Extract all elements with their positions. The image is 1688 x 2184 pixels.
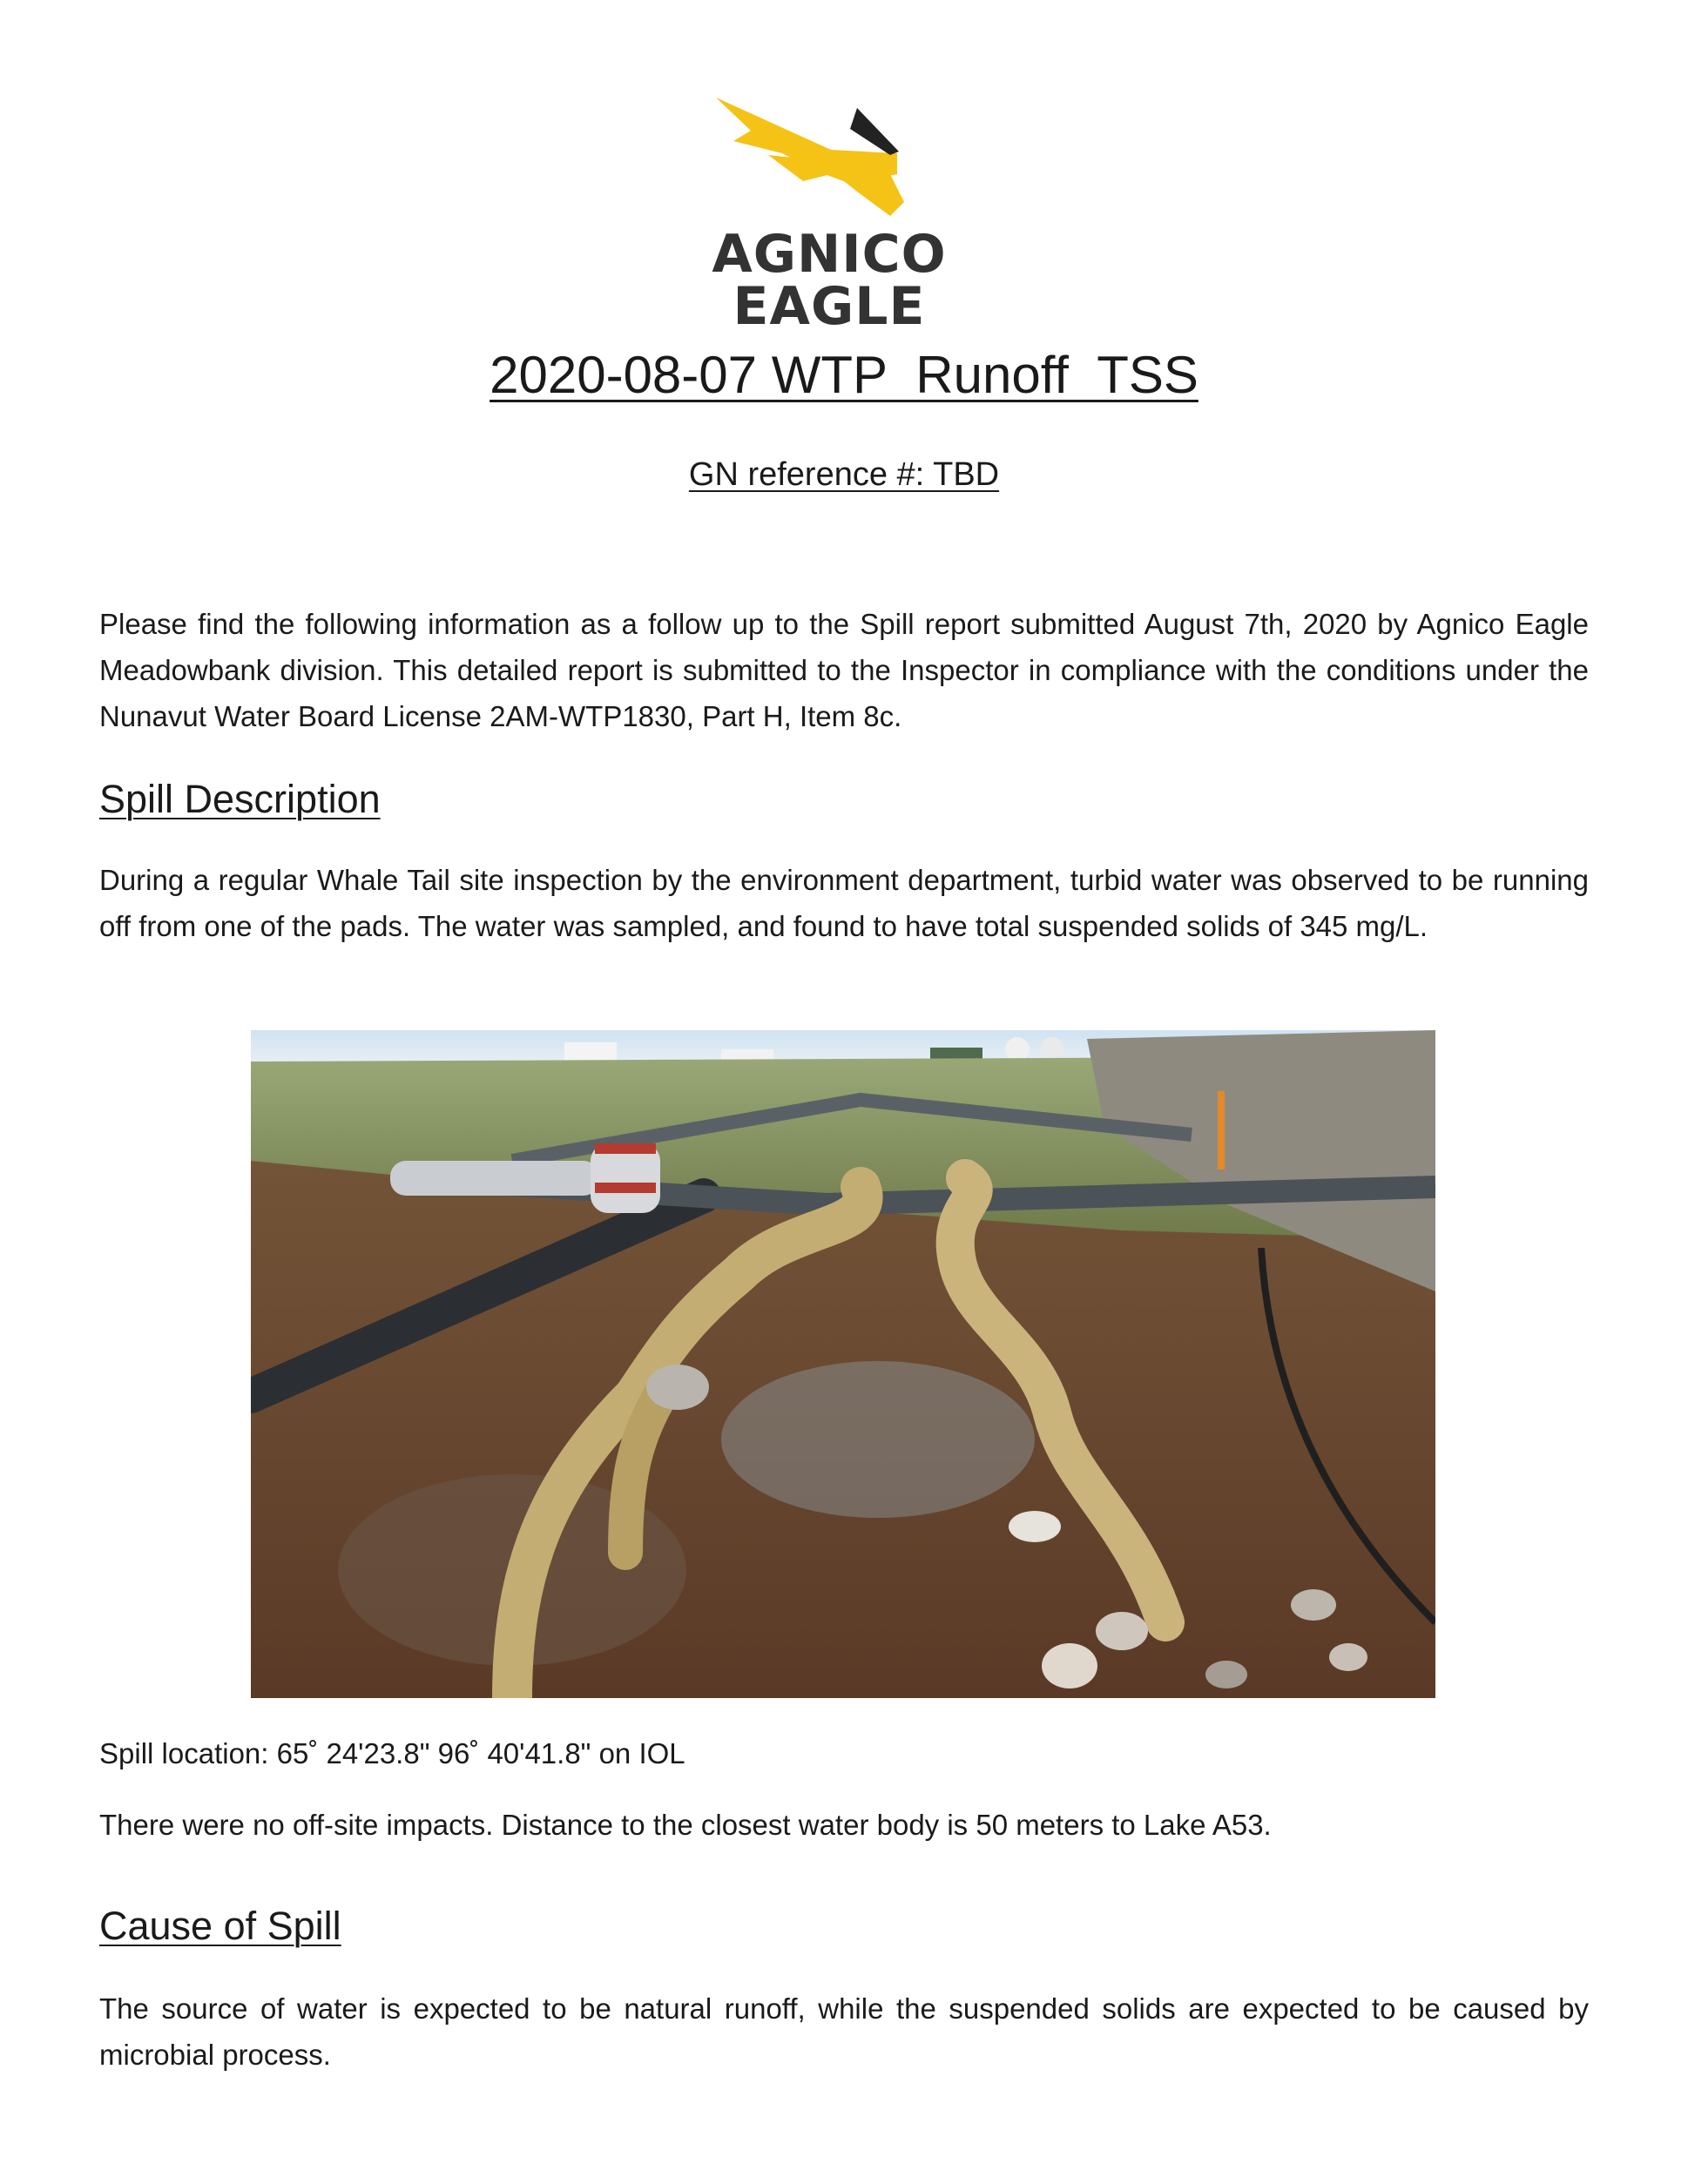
site-photo-icon: [251, 1030, 1435, 1698]
company-logo: [629, 91, 1030, 337]
eagle-icon: [629, 91, 1030, 221]
cause-of-spill-heading: Cause of Spill: [99, 1904, 341, 1948]
spill-location: Spill location: 65˚ 24'23.8" 96˚ 40'41.8" on IOL: [99, 1737, 685, 1769]
site-photo: [251, 1030, 1435, 1698]
spill-description-text: During a regular Whale Tail site inspection by the environment department, turbid water was observed to be running off from one of the pads. The water was sampled, and found to have total suspended solids of 345 mg/L.: [99, 864, 1589, 942]
gn-reference: GN reference #: TBD: [688, 456, 1000, 493]
document-title: 2020-08-07 WTP Runoff TSS: [490, 346, 1198, 404]
intro-paragraph: Please find the following information as a follow up to the Spill report submitted August 7th, 2020 by Agnico Eagle Meadowbank division. This detailed report is submitted to the Inspector in compliance with the conditions under the Nunavut Water Board License 2AM-WTP1830, Part H, Item 8c.: [99, 608, 1589, 732]
cause-of-spill-text: The source of water is expected to be natural runoff, while the suspended solids are expected to be caused by microbial process.: [99, 1992, 1589, 2071]
spill-description-heading: Spill Description: [99, 777, 381, 821]
logo-text: AGNICO EAGLE: [712, 224, 947, 337]
impact-statement: There were no off-site impacts. Distance to the closest water body is 50 meters to Lake A53.: [99, 1809, 1272, 1841]
